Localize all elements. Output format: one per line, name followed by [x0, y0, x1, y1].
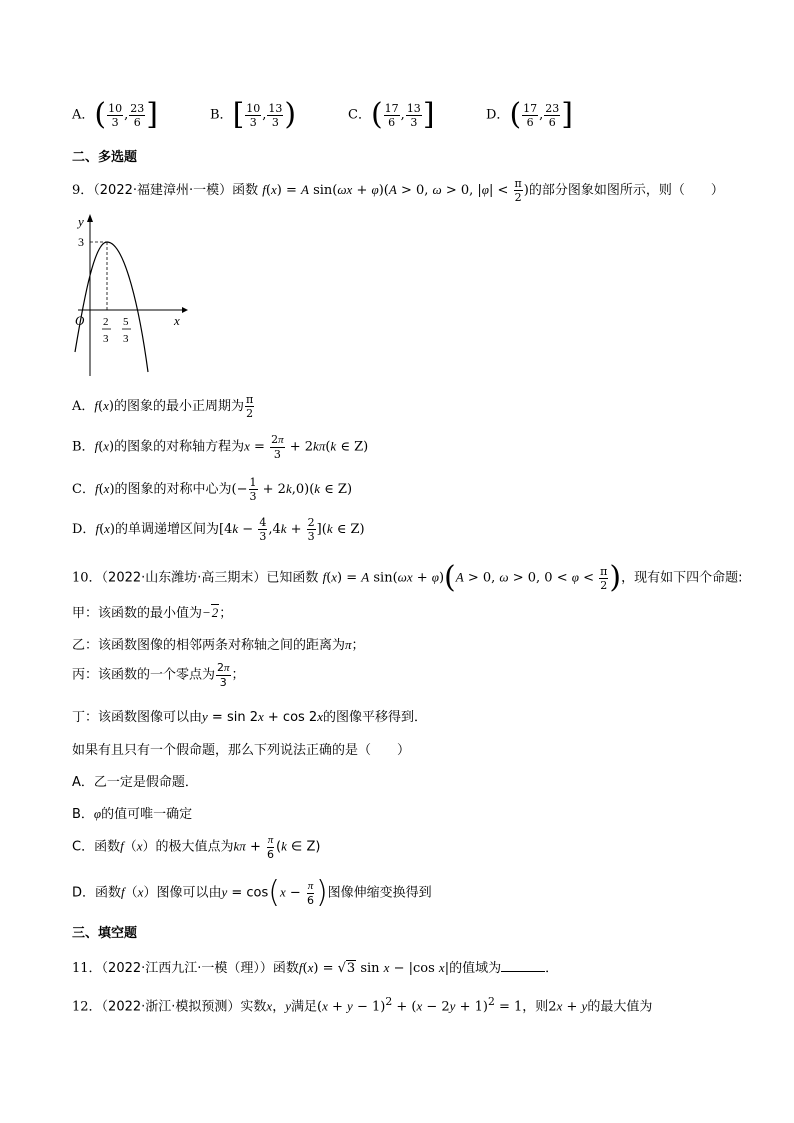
proposition-yi: 乙：该函数图像的相邻两条对称轴之间的距离为π；	[72, 637, 365, 653]
option-d-q10: D．函数f（x）图像可以由y = cos(x − $\frac{\pi}{6}$ )图像伸缩变换得到	[72, 875, 432, 910]
x-tick-2-3-den: 3	[103, 333, 109, 345]
x-axis-label: x	[174, 313, 180, 328]
option-d-q8: D．( $\frac{17}{6}$ , $\frac{23}{6}$ ]	[486, 97, 574, 132]
option-b-q8: B．[ $\frac{10}{3}$ , $\frac{13}{3}$ )	[210, 97, 297, 132]
x-tick-5-3-den: 3	[123, 333, 129, 345]
question-11: 11．（2022·江西九江·一模（理））函数f(x) = √3 sin x − |cos x|的值域为 ．	[72, 960, 559, 976]
x-tick-5-3-num: 5	[123, 316, 129, 328]
option-c-q10: C．函数f（x）的极大值点为kπ + $\frac{\pi}{6}$ (k ∈ Z)	[72, 834, 321, 861]
y-tick-3: 3	[78, 235, 84, 249]
y-axis-arrow	[87, 214, 93, 222]
proposition-jia: 甲：该函数的最小值为−2；	[72, 605, 233, 621]
option-b-q9: B．f(x)的图象的对称轴方程为x = $\frac{2\pi}{3}$ + 2kπ(k ∈ Z)	[72, 433, 369, 461]
x-tick-2-3-num: 2	[103, 316, 109, 328]
question-10-stem: 10．（2022·山东潍坊·高三期末）已知函数 f(x) = A sin(ωx + φ)(A > 0, ω > 0, 0 < φ < $\frac{\pi}{2}$ )，现有如下四个命题:	[72, 560, 743, 595]
sine-curve	[75, 242, 148, 372]
origin-label: O	[75, 313, 85, 328]
question-12: 12．（2022·浙江·模拟预测）实数x，y满足$(x + y - 1)^2 + (x - 2y + 1)^2 = 1$，则2x + y的最大值为	[72, 995, 653, 1015]
formula-q9: f	[262, 182, 266, 197]
option-c-q8: C．( $\frac{17}{6}$ , $\frac{13}{3}$ ]	[348, 97, 435, 132]
answer-blank[interactable]	[501, 959, 545, 972]
option-d-q9: D．f(x)的单调递增区间为[4k − $\frac{4}{3}$ ,4k + $\frac{2}{3}$ ](k ∈ Z)	[72, 516, 365, 543]
proposition-ding: 丁：该函数图像可以由y = sin 2x + cos 2x的图像平移得到．	[72, 709, 427, 725]
y-axis-label: y	[78, 214, 84, 229]
section-heading-fill-in: 三、填空题	[72, 926, 138, 941]
option-a-q9: A．f(x)的图象的最小正周期为 $\frac{\pi}{2}$	[72, 393, 254, 420]
proposition-bing: 丙：该函数的一个零点为 $\frac{2\pi}{3}$ ；	[72, 661, 245, 689]
function-graph	[70, 212, 190, 378]
question-10-prompt: 如果有且只有一个假命题，那么下列说法正确的是（ ）	[72, 743, 411, 758]
question-9-stem: 9．（2022·福建漳州·一模）函数 f(x) = A sin(ωx + φ)(A > 0, ω > 0, |φ| < $\frac{\pi}{2}$ )的部分图象如图所示，则（ ）	[72, 177, 724, 204]
option-a-q10: A．乙一定是假命题．	[72, 775, 198, 790]
x-axis-arrow	[182, 307, 188, 313]
option-c-q9: C．f(x)的图象的对称中心为(− $\frac{1}{3}$ + 2k,0)(k ∈ Z)	[72, 476, 353, 503]
option-b-q10: B．φ的值可唯一确定	[72, 806, 193, 822]
option-a-q8: A．( $\frac{10}{3}$ , $\frac{23}{6}$ ]	[72, 97, 158, 132]
section-heading-multiple-choice: 二、多选题	[72, 150, 138, 165]
